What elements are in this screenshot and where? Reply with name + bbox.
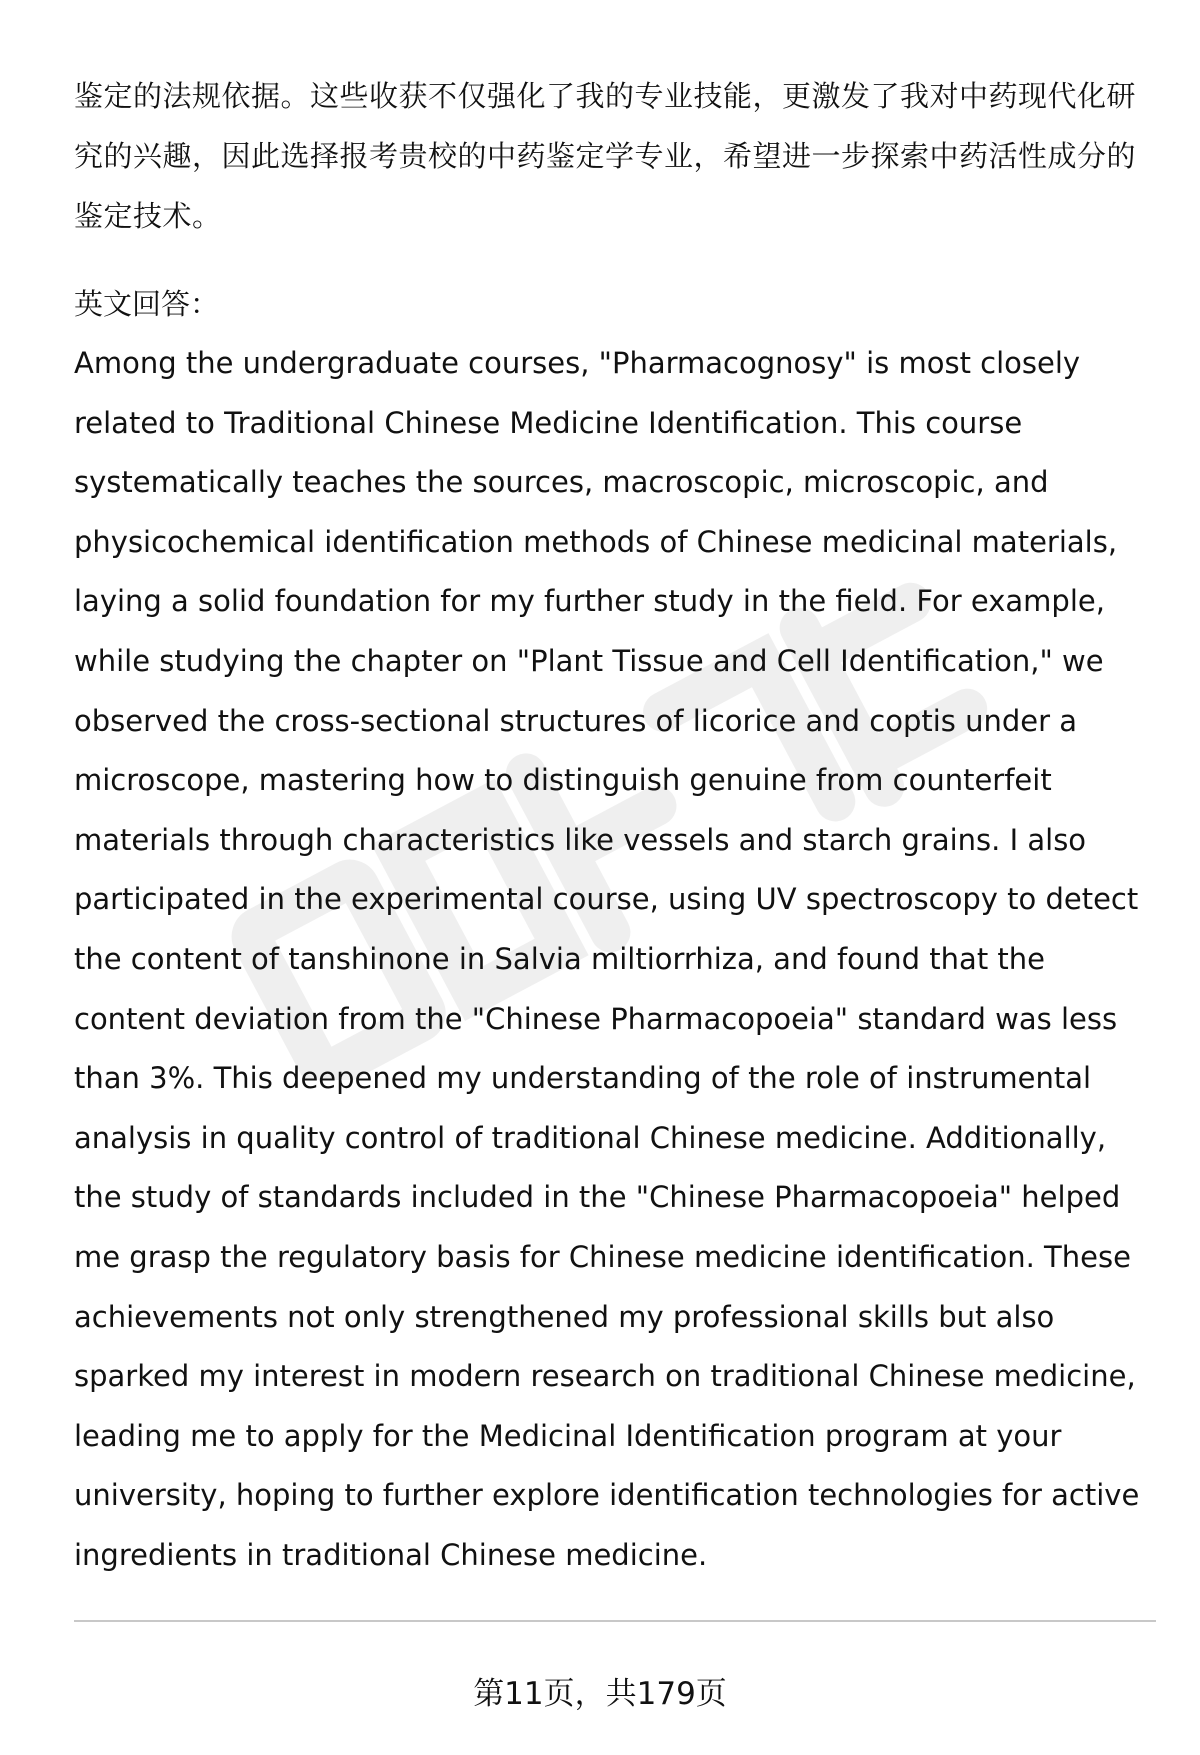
page-number-indicator: 第11页，共179页	[473, 1676, 727, 1712]
chinese-paragraph: 鉴定的法规依据。这些收获不仅强化了我的专业技能，更激发了我对中药现代化研究的兴趣，因此选择报考贵校的中药鉴定学专业，希望进一步探索中药活性成分的鉴定技术。	[74, 79, 1137, 233]
english-answer-heading: 英文回答：	[74, 287, 220, 321]
document-body	[74, 66, 1154, 1585]
english-paragraph: Among the undergraduate courses, "Pharmacognosy" is most closely related to Traditional Chinese Medicine Identification. This course systematically teaches the sources, macroscopic, microscopic, and physicochemical identification methods of Chinese medicinal materials, laying a solid foundation for my further study in the field. For example, while studying the chapter on "Plant Tissue and Cell Identification," we observed the cross-sectional structures of licorice and coptis under a microscope, mastering how to distinguish genuine from counterfeit materials through characteristics like vessels and starch grains. I also participated in the experimental course, using UV spectroscopy to detect the content of tanshinone in Salvia miltiorrhiza, and found that the content deviation from the "Chinese Pharmacopoeia" standard was less than 3%. This deepened my understanding of the role of instrumental analysis in quality control of traditional Chinese medicine. Additionally, the study of standards included in the "Chinese Pharmacopoeia" helped me grasp the regulatory basis for Chinese medicine identification. These achievements not only strengthened my professional skills but also sparked my interest in modern research on traditional Chinese medicine, leading me to apply for the Medicinal Identification program at your university, hoping to further explore identification technologies for active ingredients in traditional Chinese medicine.	[74, 346, 1140, 1572]
footer-divider	[74, 1620, 1156, 1622]
